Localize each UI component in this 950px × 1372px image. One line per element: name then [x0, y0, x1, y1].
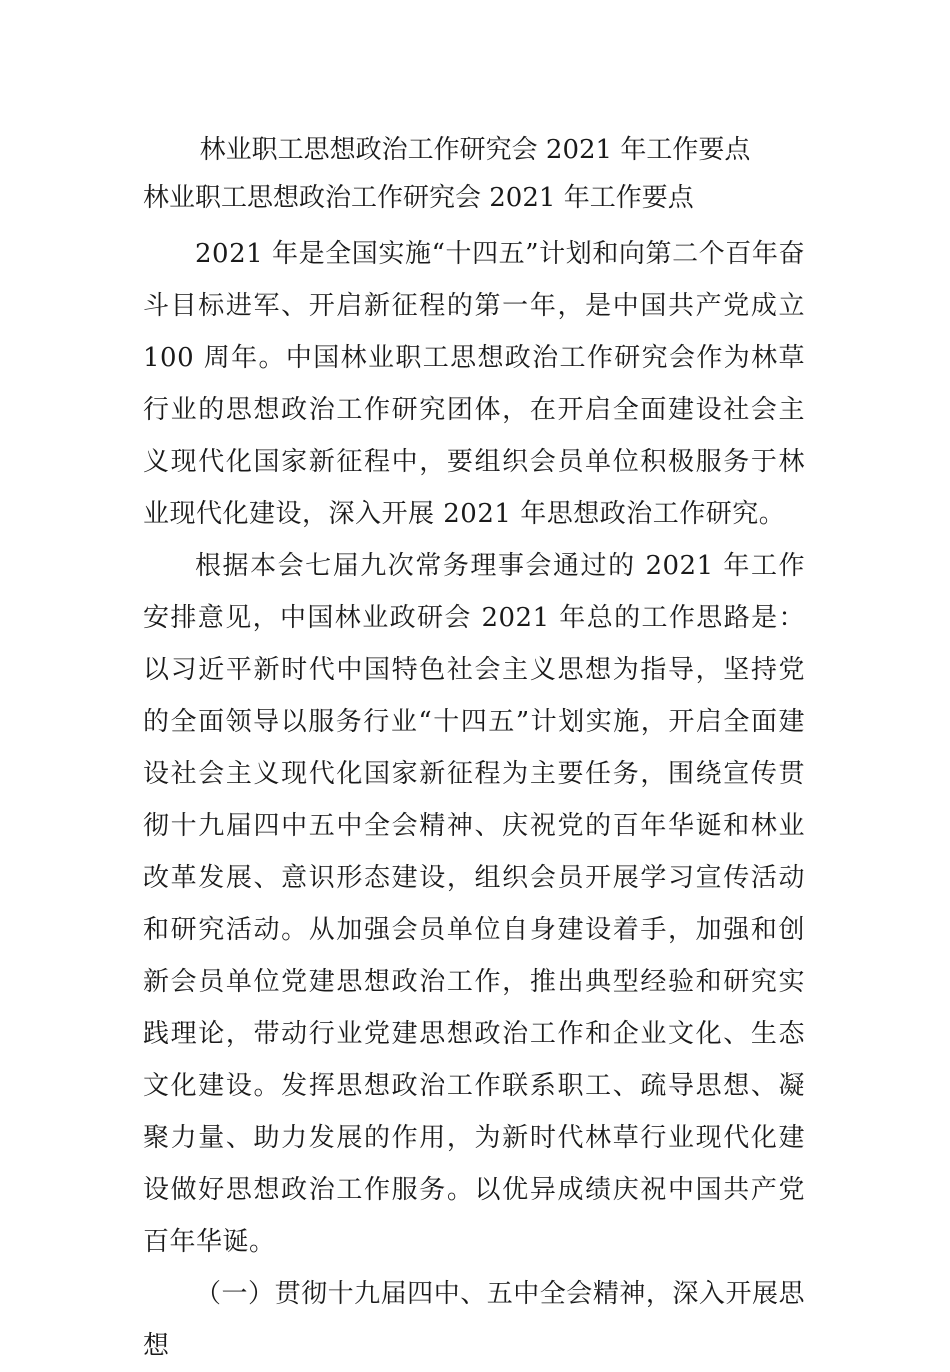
paragraph-work-plan: 根据本会七届九次常务理事会通过的 2021 年工作安排意见，中国林业政研会 2021 年总的工作思路是：以习近平新时代中国特色社会主义思想为指导，坚持党的全面领导以服务行业“十四五”计划实施，开启全面建设社会主义现代化国家新征程为主要任务，围绕宣传贯彻十九届四中五中全会精神、庆祝党的百年华诞和林业改革发展、意识形态建设，组织会员开展学习宣传活动和研究活动。从加强会员单位自身建设着手，加强和创新会员单位党建思想政治工作，推出典型经验和研究实践理论，带动行业党建思想政治工作和企业文化、生态文化建设。发挥思想政治工作联系职工、疏导思想、凝聚力量、助力发展的作用，为新时代林草行业现代化建设做好思想政治工作服务。以优异成绩庆祝中国共产党百年华诞。 — [143, 551, 805, 1257]
document-body — [143, 178, 805, 1372]
document-subtitle: 林业职工思想政治工作研究会 2021 年工作要点 — [143, 183, 694, 213]
paragraph-section-one-heading: （一）贯彻十九届四中、五中全会精神，深入开展思想 — [143, 1279, 805, 1361]
paragraph-intro: 2021 年是全国实施“十四五”计划和向第二个百年奋斗目标进军、开启新征程的第一年，是中国共产党成立 100 周年。中国林业职工思想政治工作研究会作为林草行业的思想政治工作研究团体，在开启全面建设社会主义现代化国家新征程中，要组织会员单位积极服务于林业现代化建设，深入开展 2021 年思想政治工作研究。 — [143, 239, 805, 529]
document-title: 林业职工思想政治工作研究会 2021 年工作要点 — [199, 135, 751, 165]
